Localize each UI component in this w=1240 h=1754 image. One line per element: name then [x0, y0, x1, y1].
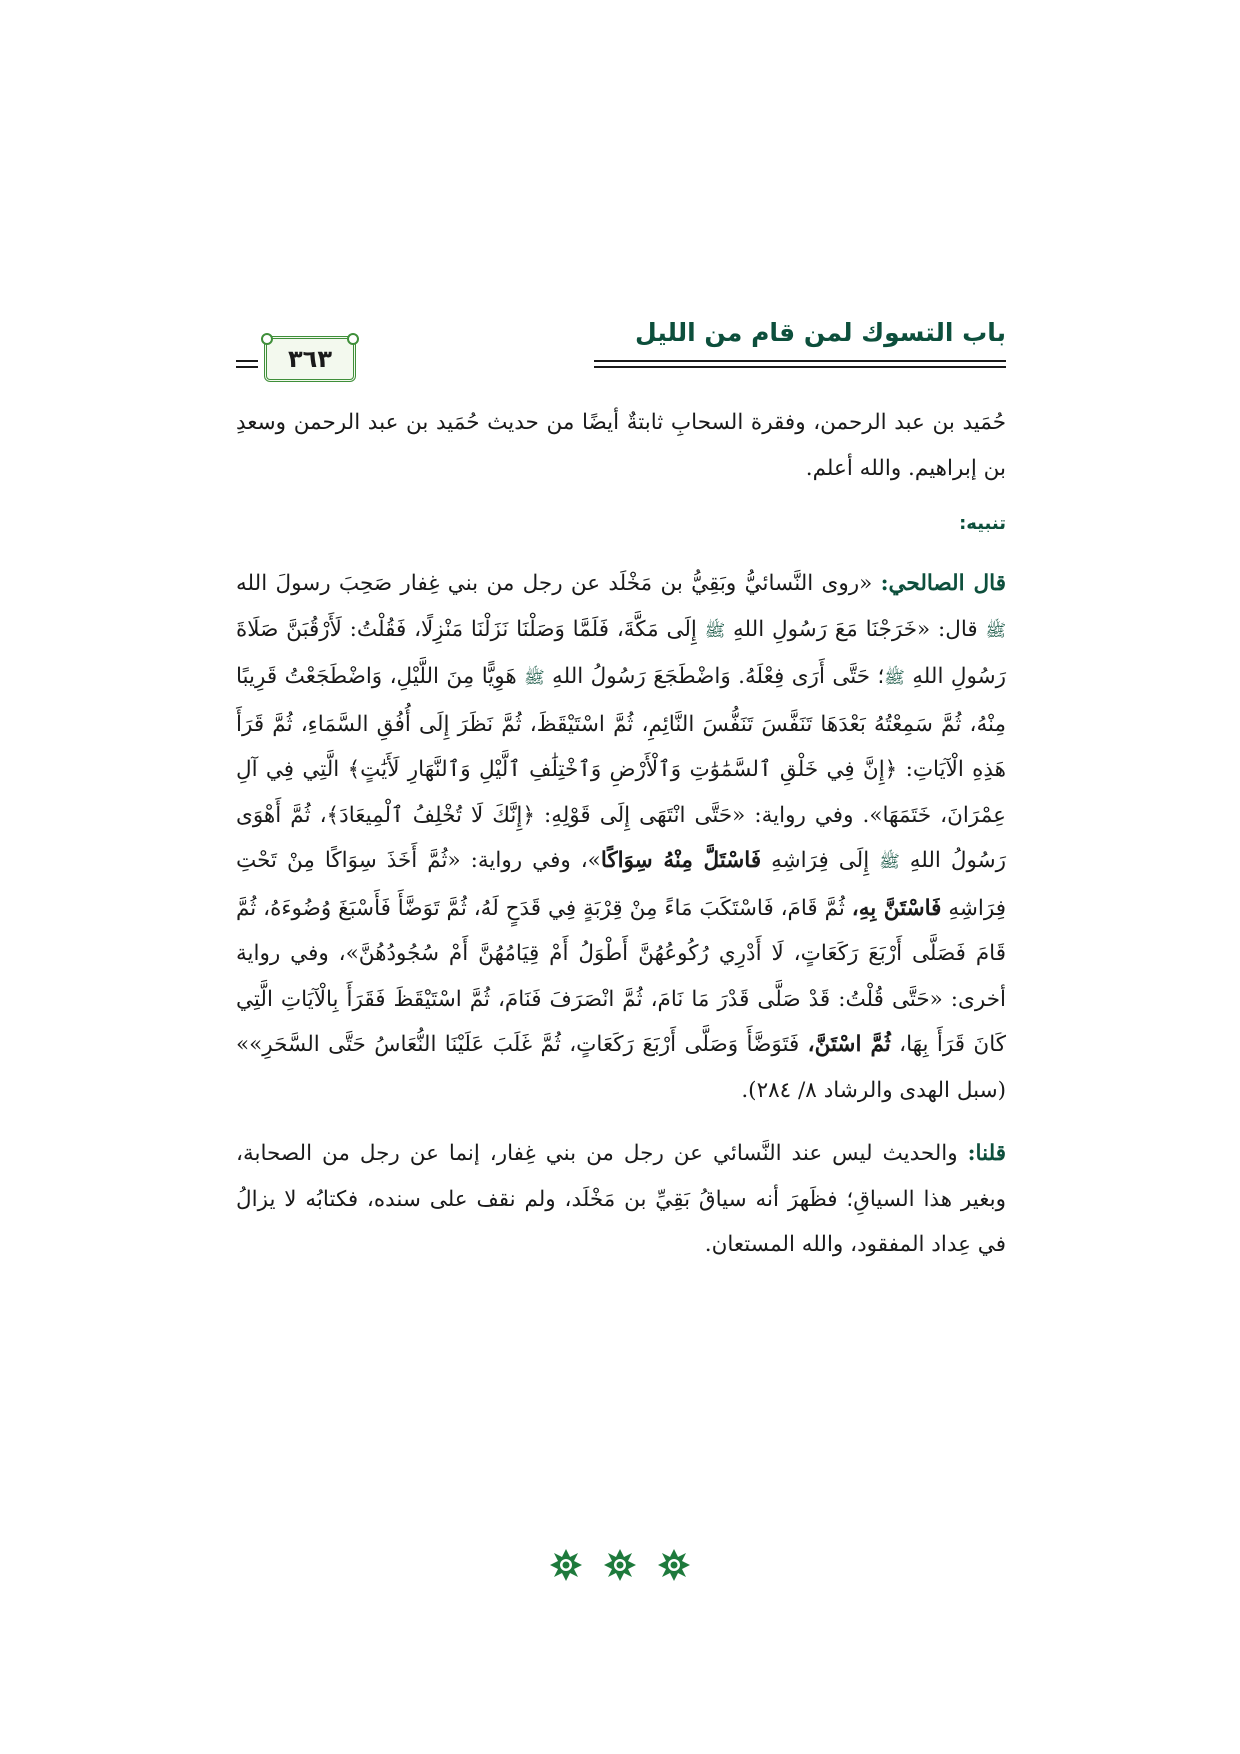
salla-glyph: ﷺ [985, 620, 1007, 641]
quote-text-10: ثُمَّ قَامَ، فَاسْتَكَبَ مَاءً مِنْ قِرْبَةٍ فِي قَدَحٍ لَهُ، ثُمَّ تَوَضَّأَ فَأَسْبَغَ وُضُوءَهُ، ثُمَّ قَامَ فَصَلَّى أَرْبَعَ رَكَعَاتٍ، لَا أَدْرِي رُكُوعُهُنَّ أَطْوَلُ أَمْ قِيَامُهُنَّ أَمْ سُجُودُهُنَّ»، وفي رواية أخرى: «حَتَّى قُلْتُ: قَدْ صَلَّى قَدْرَ مَا نَامَ، ثُمَّ انْصَرَفَ فَنَامَ، ثُمَّ اسْتَيْقَظَ فَقَرَأَ بِالْآيَاتِ الَّتِي كَانَ قَرَأَ بِهَا، [236, 895, 1007, 1057]
response-paragraph [236, 1131, 1006, 1268]
floral-ornament-icon [657, 1548, 691, 1582]
quote-text-1: «روى النَّسائيُّ وبَقِيُّ بن مَخْلَد عن رجل من بني غِفار صَحِبَ رسولَ الله [236, 571, 881, 596]
floral-ornament-icon [549, 1548, 583, 1582]
quran-verse-2: ﴿إِنَّكَ لَا تُخْلِفُ ٱلْمِيعَادَ﴾ [326, 802, 535, 828]
quran-verse-1: ﴿إِنَّ فِي خَلْقِ ٱلسَّمَٰوَٰتِ وَٱلْأَرْضِ وَٱخْتِلَٰفِ ٱلَّيْلِ وَٱلنَّهَارِ لَأَيَٰتٍ﴾ [347, 757, 898, 782]
bold-phrase-2: فَاسْتَنَّ بِهِ، [851, 895, 942, 921]
header-rule-top [594, 360, 1006, 362]
quote-text-3: إِلَى مَكَّةَ، فَلَمَّا وَصَلْنَا نَزَلْنَا مَنْزِلًا، فَقُلْتُ: لَأَرْقُبَنَّ صَلَاةَ رَسُولِ اللهِ [236, 616, 1006, 689]
quote-text-6: الَّتِي فِي آلِ عِمْرَانَ، خَتَمَهَا». وفي رواية: «حَتَّى انْتَهَى إِلَى قَوْلِهِ: [236, 757, 1006, 828]
quote-text-2: قال: «خَرَجْنَا مَعَ رَسُولِ اللهِ [725, 616, 986, 642]
header-rule-bottom [594, 366, 1006, 368]
main-quote-paragraph [236, 561, 1006, 1113]
quote-text-5: هَوِيًّا مِنَ اللَّيْلِ، وَاضْطَجَعْتُ قَرِيبًا مِنْهُ، ثُمَّ سَمِعْتُهُ بَعْدَهَا تَنَفَّسَ تَنَفُّسَ النَّائِمِ، ثُمَّ اسْتَيْقَظَ، ثُمَّ نَظَرَ إِلَى أُفُقِ السَّمَاءِ، ثُمَّ قَرَأَ هَذِهِ الْآيَاتِ: [236, 664, 1006, 782]
page-header [236, 318, 1006, 388]
salla-glyph: ﷺ [704, 620, 726, 641]
quote-text-8: إِلَى فِرَاشِهِ [761, 848, 880, 873]
salla-glyph: ﷺ [524, 668, 545, 688]
quote-text-7: ، ثُمَّ أَهْوَى رَسُولُ اللهِ [236, 802, 1007, 873]
header-rule-left-top [236, 360, 258, 362]
page-number: ٣٦٣ [288, 345, 332, 373]
header-rule-left-bottom [236, 366, 258, 368]
response-label: قلنا: [967, 1141, 1006, 1166]
page-number-frame [264, 336, 356, 382]
page-body [236, 400, 1006, 1268]
intro-paragraph: حُمَيد بن عبد الرحمن، وفقرة السحابِ ثابتةٌ أيضًا من حديث حُمَيد بن عبد الرحمن وسعدِ بن إبراهيم. والله أعلم. [236, 410, 1006, 481]
bold-phrase-1: فَاسْتَلَّ مِنْهُ سِوَاكًا [600, 848, 762, 873]
response-text: والحديث ليس عند النَّسائي عن رجل من بني غِفار، إنما عن رجل من الصحابة، وبغير هذا السياقِ؛ فظَهرَ أنه سياقُ بَقِيِّ بن مَخْلَد، ولم نقف على سنده، فكتابُه لا يزالُ في عِداد المفقود، والله المستعان. [236, 1141, 1006, 1257]
salla-glyph: ﷺ [884, 668, 905, 688]
speaker-label: قال الصالحي: [880, 571, 1006, 596]
chapter-title: باب التسوك لمن قام من الليل [635, 318, 1006, 347]
quote-text-4: ؛ حَتَّى أَرَى فِعْلَهُ. وَاضْطَجَعَ رَسُولُ اللهِ [544, 664, 885, 689]
end-ornament [0, 1548, 1240, 1586]
salla-glyph: ﷺ [879, 852, 900, 872]
quote-text-11: فَتَوَضَّأَ وَصَلَّى أَرْبَعَ رَكَعَاتٍ، ثُمَّ غَلَبَ عَلَيْنَا النُّعَاسُ حَتَّى السَّحَرِ»» (سبل الهدى والرشاد ٨/ ٢٨٤). [236, 1032, 1006, 1103]
quote-text-9: »، وفي رواية: «ثُمَّ أَخَذَ سِوَاكًا مِنْ تَحْتِ فِرَاشِهِ [236, 848, 1006, 921]
floral-ornament-icon [603, 1548, 637, 1582]
note-heading: تنبيه: [959, 513, 1006, 534]
bold-phrase-3: ثُمَّ اسْتَنَّ، [807, 1032, 891, 1057]
